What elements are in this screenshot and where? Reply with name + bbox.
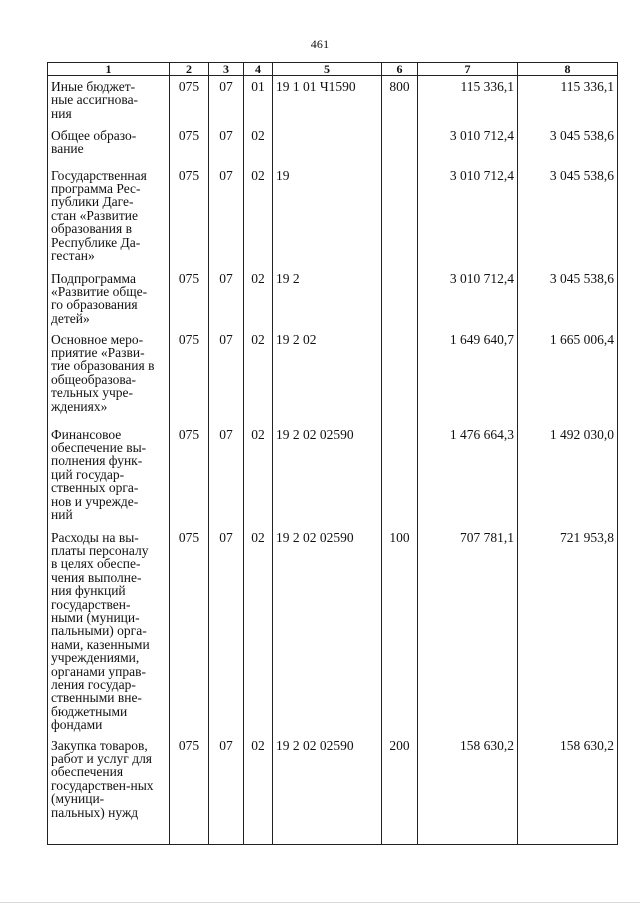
csr-cell [273,129,382,169]
row-name: Подпрограмма «Развитие обще-го образования детей» [51,270,148,326]
pr-cell: 02 [244,333,273,428]
ved-cell: 075 [170,129,209,169]
pr-cell: 02 [244,428,273,531]
rz-cell: 07 [209,428,244,531]
vr-cell: 200 [382,739,418,845]
sum-2017-cell: 3 045 538,6 [518,129,618,169]
table-row [48,76,618,129]
sum-2017-cell: 3 045 538,6 [518,169,618,272]
rz-cell: 07 [209,531,244,739]
sum-2017-cell: 158 630,2 [518,739,618,845]
pr-cell: 02 [244,169,273,272]
sum-2016-cell: 707 781,1 [418,531,518,739]
vr-cell: 800 [382,76,418,129]
csr-cell: 19 2 02 02590 [273,531,382,739]
sum-2017-cell: 1 492 030,0 [518,428,618,531]
vr-cell [382,129,418,169]
row-name: Иные бюджет-ные ассигнова-ния [51,79,139,121]
ved-cell: 075 [170,333,209,428]
sum-2017-cell: 1 665 006,4 [518,333,618,428]
page-bottom-edge [0,902,640,903]
page-number: 461 [310,37,330,51]
table-row [48,169,618,272]
table-row [48,129,618,169]
table-row [48,272,618,333]
row-name-cell [48,739,170,845]
ved-cell: 075 [170,169,209,272]
row-name: Расходы на вы-платы персоналу в целях обеспе-чения выполне-ния функций государствен-ными (муници-пальными) орга-нами, казенными учреждениями, органами управ-ления государ-ственными вне-бюджетными фондами [51,529,150,733]
pr-cell: 02 [244,739,273,845]
rz-cell: 07 [209,76,244,129]
sum-2017-cell: 115 336,1 [518,76,618,129]
ved-cell: 075 [170,531,209,739]
header-col-6: 6 [382,63,418,76]
vr-cell [382,272,418,333]
row-name: Общее образо-вание [51,127,137,156]
budget-table [47,62,618,845]
row-name-cell [48,76,170,129]
row-name: Закупка товаров, работ и услуг для обеспечения государствен-ных (муници-пальных) нужд [51,737,154,820]
ved-cell: 075 [170,428,209,531]
vr-cell: 100 [382,531,418,739]
header-col-8: 8 [518,63,618,76]
sum-2017-cell: 721 953,8 [518,531,618,739]
pr-cell: 01 [244,76,273,129]
table-row [48,739,618,845]
row-name-cell [48,531,170,739]
row-name: Государственная программа Рес-публики Даге-стан «Развитие образования в Республике Да-гестан» [51,167,147,263]
header-col-2: 2 [170,63,209,76]
table-row [48,333,618,428]
row-name-cell [48,272,170,333]
header-row [48,63,618,76]
header-col-1: 1 [48,63,170,76]
vr-cell [382,333,418,428]
row-name-cell [48,428,170,531]
rz-cell: 07 [209,272,244,333]
ved-cell: 075 [170,739,209,845]
table-row [48,531,618,739]
rz-cell: 07 [209,169,244,272]
row-name: Основное меро-приятие «Разви-тие образования в общеобразова-тельных учре-ждениях» [51,331,155,414]
pr-cell: 02 [244,272,273,333]
sum-2016-cell: 3 010 712,4 [418,272,518,333]
sum-2016-cell: 3 010 712,4 [418,169,518,272]
ved-cell: 075 [170,272,209,333]
vr-cell [382,169,418,272]
sum-2016-cell: 115 336,1 [418,76,518,129]
pr-cell: 02 [244,129,273,169]
table-row [48,428,618,531]
sum-2016-cell: 1 476 664,3 [418,428,518,531]
sum-2016-cell: 3 010 712,4 [418,129,518,169]
ved-cell: 075 [170,76,209,129]
row-name-cell [48,129,170,169]
csr-cell: 19 1 01 Ч1590 [273,76,382,129]
row-name-cell [48,169,170,272]
csr-cell: 19 2 02 [273,333,382,428]
header-col-3: 3 [209,63,244,76]
vr-cell [382,428,418,531]
header-col-5: 5 [273,63,382,76]
pr-cell: 02 [244,531,273,739]
rz-cell: 07 [209,129,244,169]
sum-2017-cell: 3 045 538,6 [518,272,618,333]
csr-cell: 19 2 02 02590 [273,739,382,845]
row-name: Финансовое обеспечение вы-полнения функ-ций государ-ственных орга-нов и учрежде-ний [51,426,147,522]
rz-cell: 07 [209,739,244,845]
csr-cell: 19 2 [273,272,382,333]
row-name-cell [48,333,170,428]
header-col-7: 7 [418,63,518,76]
sum-2016-cell: 158 630,2 [418,739,518,845]
csr-cell: 19 [273,169,382,272]
csr-cell: 19 2 02 02590 [273,428,382,531]
rz-cell: 07 [209,333,244,428]
sum-2016-cell: 1 649 640,7 [418,333,518,428]
header-col-4: 4 [244,63,273,76]
